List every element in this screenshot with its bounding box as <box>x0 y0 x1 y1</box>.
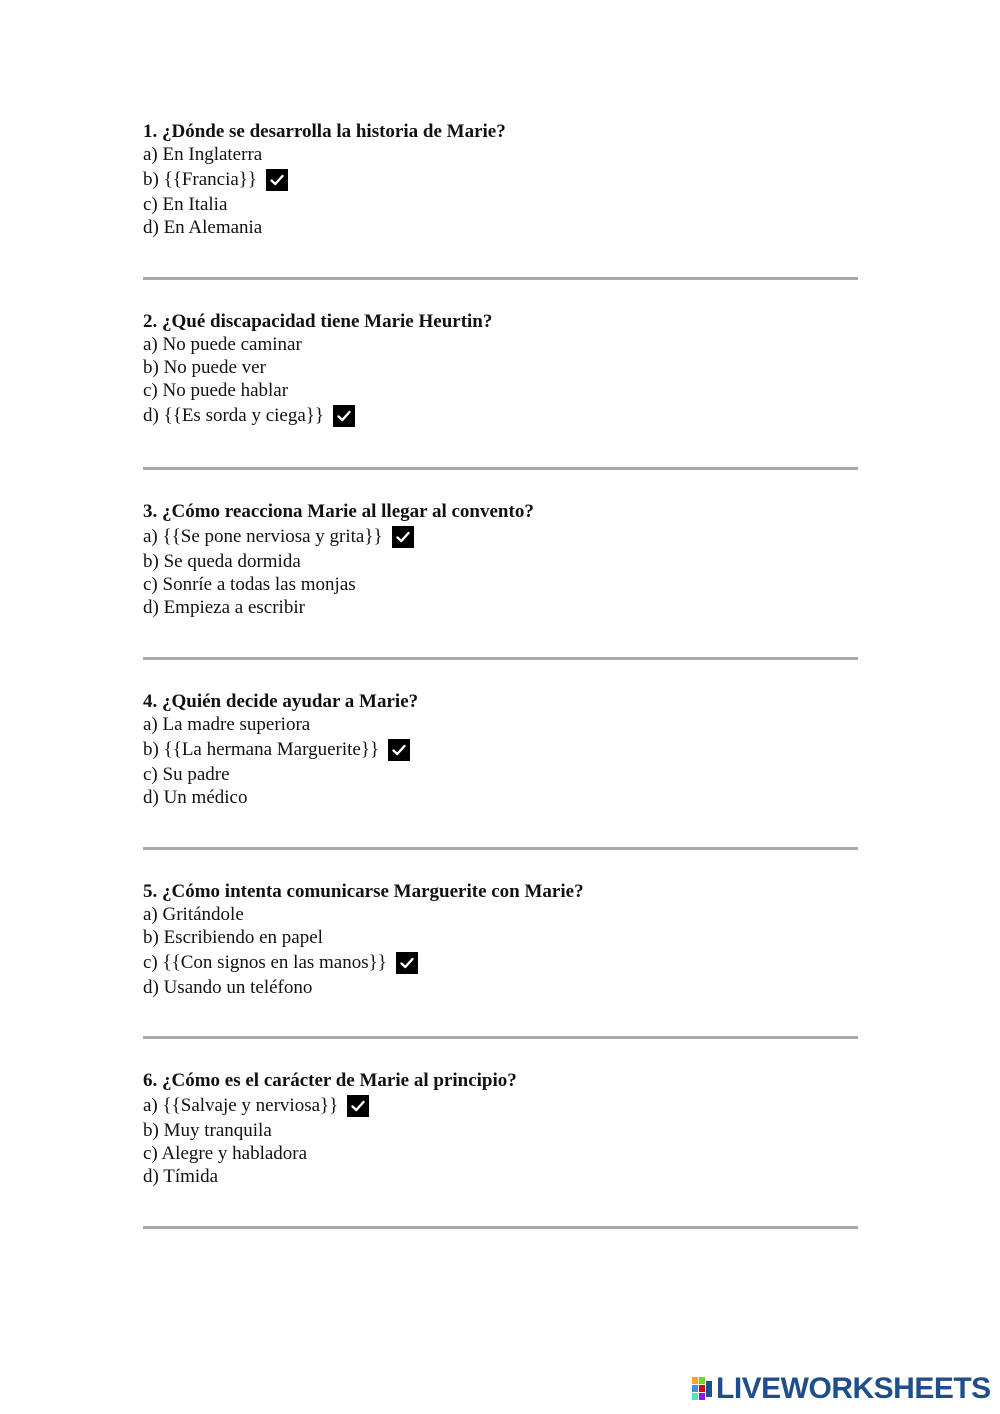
answer-option[interactable] <box>143 1142 858 1165</box>
answer-option[interactable] <box>143 763 858 786</box>
correct-option[interactable] <box>143 1092 858 1119</box>
option-text: a) {{Salvaje y nerviosa}} <box>143 1095 339 1116</box>
question-2 <box>143 310 858 429</box>
option-text: c) Alegre y habladora <box>143 1143 308 1164</box>
answer-option[interactable] <box>143 976 858 999</box>
answer-option[interactable] <box>143 379 858 402</box>
section-divider <box>143 467 858 470</box>
option-text: c) Sonríe a todas las monjas <box>143 574 356 595</box>
section-divider <box>143 847 858 850</box>
answer-option[interactable] <box>143 903 858 926</box>
checkmark-icon <box>388 739 410 761</box>
question-1 <box>143 120 858 239</box>
answer-option[interactable] <box>143 786 858 809</box>
section-divider <box>143 657 858 660</box>
answer-option[interactable] <box>143 356 858 379</box>
correct-option[interactable] <box>143 949 858 976</box>
checkmark-icon <box>392 526 414 548</box>
answer-option[interactable] <box>143 193 858 216</box>
option-text: d) En Alemania <box>143 217 263 238</box>
option-text: a) {{Se pone nerviosa y grita}} <box>143 526 383 547</box>
question-6 <box>143 1069 858 1188</box>
option-text: a) No puede caminar <box>143 334 302 355</box>
answer-option[interactable] <box>143 550 858 573</box>
option-text: c) En Italia <box>143 194 228 215</box>
question-title: 3. ¿Cómo reacciona Marie al llegar al convento? <box>143 501 534 522</box>
question-4 <box>143 690 858 809</box>
option-text: b) Se queda dormida <box>143 551 301 572</box>
option-text: d) Un médico <box>143 787 248 808</box>
option-text: a) En Inglaterra <box>143 144 263 165</box>
answer-option[interactable] <box>143 596 858 619</box>
question-title: 4. ¿Quién decide ayudar a Marie? <box>143 691 419 712</box>
checkmark-icon <box>266 169 288 191</box>
question-title: 1. ¿Dónde se desarrolla la historia de Marie? <box>143 121 506 142</box>
question-3 <box>143 500 858 619</box>
option-text: b) Muy tranquila <box>143 1120 272 1141</box>
section-divider <box>143 277 858 280</box>
question-title: 2. ¿Qué discapacidad tiene Marie Heurtin? <box>143 311 493 332</box>
option-text: c) {{Con signos en las manos}} <box>143 952 387 973</box>
question-5 <box>143 880 858 999</box>
checkmark-icon <box>333 405 355 427</box>
answer-option[interactable] <box>143 1119 858 1142</box>
question-title: 6. ¿Cómo es el carácter de Marie al principio? <box>143 1070 517 1091</box>
correct-option[interactable] <box>143 402 858 429</box>
option-text: d) {{Es sorda y ciega}} <box>143 405 325 426</box>
section-divider <box>143 1036 858 1039</box>
correct-option[interactable] <box>143 166 858 193</box>
liveworksheets-logo-icon <box>692 1377 714 1401</box>
question-title: 5. ¿Cómo intenta comunicarse Marguerite con Marie? <box>143 881 584 902</box>
correct-option[interactable] <box>143 736 858 763</box>
answer-option[interactable] <box>143 216 858 239</box>
option-text: b) No puede ver <box>143 357 266 378</box>
answer-option[interactable] <box>143 926 858 949</box>
option-text: b) Escribiendo en papel <box>143 927 323 948</box>
answer-option[interactable] <box>143 573 858 596</box>
option-text: b) {{Francia}} <box>143 169 258 190</box>
option-text: c) No puede hablar <box>143 380 289 401</box>
answer-option[interactable] <box>143 143 858 166</box>
brand-name: LIVEWORKSHEETS <box>716 1372 991 1405</box>
checkmark-icon <box>347 1095 369 1117</box>
checkmark-icon <box>396 952 418 974</box>
option-text: d) Empieza a escribir <box>143 597 305 618</box>
option-text: b) {{La hermana Marguerite}} <box>143 739 380 760</box>
option-text: d) Tímida <box>143 1166 219 1187</box>
answer-option[interactable] <box>143 1165 858 1188</box>
answer-option[interactable] <box>143 713 858 736</box>
section-divider <box>143 1226 858 1229</box>
option-text: a) Gritándole <box>143 904 244 925</box>
liveworksheets-brand[interactable] <box>692 1373 991 1405</box>
answer-option[interactable] <box>143 333 858 356</box>
option-text: d) Usando un teléfono <box>143 977 313 998</box>
option-text: c) Su padre <box>143 764 230 785</box>
option-text: a) La madre superiora <box>143 714 311 735</box>
correct-option[interactable] <box>143 523 858 550</box>
